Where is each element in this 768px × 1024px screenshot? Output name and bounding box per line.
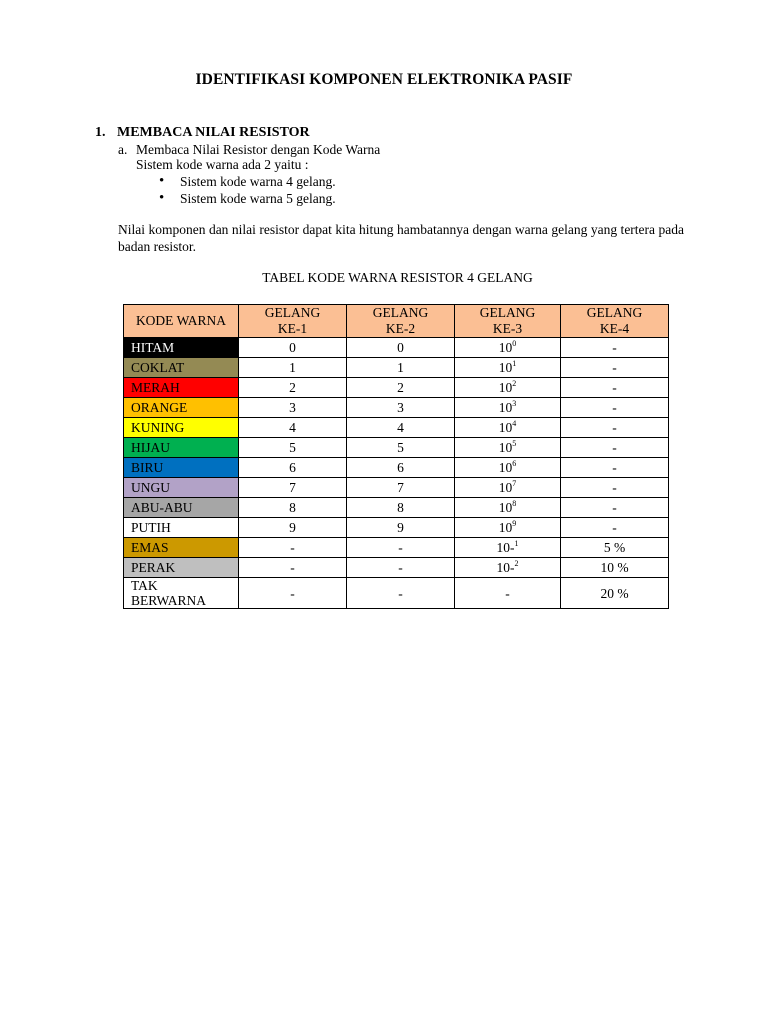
document-title: IDENTIFIKASI KOMPONEN ELEKTRONIKA PASIF xyxy=(195,71,573,88)
band2-cell: 3 xyxy=(347,398,455,418)
bullet-list xyxy=(159,174,336,207)
tolerance-cell: - xyxy=(561,378,669,398)
color-name-cell: TAK BERWARNA xyxy=(124,578,239,609)
band2-cell: - xyxy=(347,538,455,558)
table-title: TABEL KODE WARNA RESISTOR 4 GELANG xyxy=(262,270,533,285)
tolerance-cell: - xyxy=(561,418,669,438)
band1-cell: 6 xyxy=(239,458,347,478)
tolerance-cell: - xyxy=(561,518,669,538)
color-name-cell: ORANGE xyxy=(124,398,239,418)
multiplier-cell: $10^8$ xyxy=(455,498,561,518)
band2-cell: 2 xyxy=(347,378,455,398)
table-row xyxy=(124,498,669,518)
subsection-letter: a. xyxy=(118,142,128,157)
band1-cell: 0 xyxy=(239,338,347,358)
table-row xyxy=(124,478,669,498)
color-name-cell: PERAK xyxy=(124,558,239,578)
table-header-row xyxy=(124,305,669,338)
tolerance-cell: - xyxy=(561,358,669,378)
color-name-cell: EMAS xyxy=(124,538,239,558)
multiplier-cell: $10^7$ xyxy=(455,478,561,498)
tolerance-cell: - xyxy=(561,498,669,518)
band1-cell: 2 xyxy=(239,378,347,398)
band2-cell: 0 xyxy=(347,338,455,358)
multiplier-cell: $10^4$ xyxy=(455,418,561,438)
table-row xyxy=(124,438,669,458)
band2-cell: - xyxy=(347,578,455,609)
table-body xyxy=(124,338,669,609)
band1-cell: 1 xyxy=(239,358,347,378)
band2-cell: 8 xyxy=(347,498,455,518)
tolerance-cell: 5 % xyxy=(561,538,669,558)
band2-cell: 5 xyxy=(347,438,455,458)
multiplier-cell: $10^2$ xyxy=(455,378,561,398)
band2-cell: 4 xyxy=(347,418,455,438)
table-row xyxy=(124,358,669,378)
table-row xyxy=(124,338,669,358)
bullet-item: • Sistem kode warna 4 gelang. xyxy=(159,174,336,191)
band2-cell: 7 xyxy=(347,478,455,498)
color-code-table xyxy=(123,304,669,609)
column-header: KODE WARNA xyxy=(124,305,239,338)
multiplier-cell: $10^3$ xyxy=(455,398,561,418)
table-row xyxy=(124,518,669,538)
bullet-item: • Sistem kode warna 5 gelang. xyxy=(159,191,336,208)
table-row xyxy=(124,558,669,578)
section-title: MEMBACA NILAI RESISTOR xyxy=(117,125,310,140)
table-row xyxy=(124,538,669,558)
multiplier-cell: - xyxy=(455,578,561,609)
multiplier-cell: $10^0$ xyxy=(455,338,561,358)
color-name-cell: HITAM xyxy=(124,338,239,358)
band2-cell: 9 xyxy=(347,518,455,538)
color-name-cell: PUTIH xyxy=(124,518,239,538)
band2-cell: - xyxy=(347,558,455,578)
multiplier-cell: $10^9$ xyxy=(455,518,561,538)
multiplier-cell: $10^6$ xyxy=(455,458,561,478)
column-header: GELANG KE-2 xyxy=(347,305,455,338)
color-name-cell: ABU-ABU xyxy=(124,498,239,518)
band1-cell: - xyxy=(239,538,347,558)
band1-cell: 3 xyxy=(239,398,347,418)
band1-cell: 4 xyxy=(239,418,347,438)
multiplier-cell: $10^1$ xyxy=(455,358,561,378)
table-row xyxy=(124,398,669,418)
subsection-heading xyxy=(118,141,380,158)
tolerance-cell: 10 % xyxy=(561,558,669,578)
section-heading xyxy=(95,125,310,141)
color-name-cell: MERAH xyxy=(124,378,239,398)
color-name-cell: COKLAT xyxy=(124,358,239,378)
column-header: GELANG KE-3 xyxy=(455,305,561,338)
color-name-cell: HIJAU xyxy=(124,438,239,458)
band1-cell: 8 xyxy=(239,498,347,518)
column-header: GELANG KE-1 xyxy=(239,305,347,338)
band1-cell: 5 xyxy=(239,438,347,458)
band1-cell: 9 xyxy=(239,518,347,538)
column-header: GELANG KE-4 xyxy=(561,305,669,338)
color-name-cell: UNGU xyxy=(124,478,239,498)
body-paragraph: Nilai komponen dan nilai resistor dapat kita hitung hambatannya dengan warna gelang yang tertera pada badan resistor. xyxy=(118,222,684,254)
multiplier-cell: 10-$^2$ xyxy=(455,558,561,578)
subsection-title: Membaca Nilai Resistor dengan Kode Warna xyxy=(136,142,381,157)
tolerance-cell: - xyxy=(561,478,669,498)
multiplier-cell: $10^5$ xyxy=(455,438,561,458)
table-row xyxy=(124,418,669,438)
table-row xyxy=(124,578,669,609)
table-row xyxy=(124,378,669,398)
tolerance-cell: - xyxy=(561,438,669,458)
intro-line: Sistem kode warna ada 2 yaitu : xyxy=(136,157,309,172)
section-number: 1. xyxy=(95,125,106,140)
color-name-cell: BIRU xyxy=(124,458,239,478)
band2-cell: 6 xyxy=(347,458,455,478)
band2-cell: 1 xyxy=(347,358,455,378)
tolerance-cell: - xyxy=(561,338,669,358)
band1-cell: - xyxy=(239,558,347,578)
table-row xyxy=(124,458,669,478)
tolerance-cell: 20 % xyxy=(561,578,669,609)
band1-cell: 7 xyxy=(239,478,347,498)
tolerance-cell: - xyxy=(561,398,669,418)
band1-cell: - xyxy=(239,578,347,609)
tolerance-cell: - xyxy=(561,458,669,478)
multiplier-cell: 10-$^1$ xyxy=(455,538,561,558)
color-name-cell: KUNING xyxy=(124,418,239,438)
